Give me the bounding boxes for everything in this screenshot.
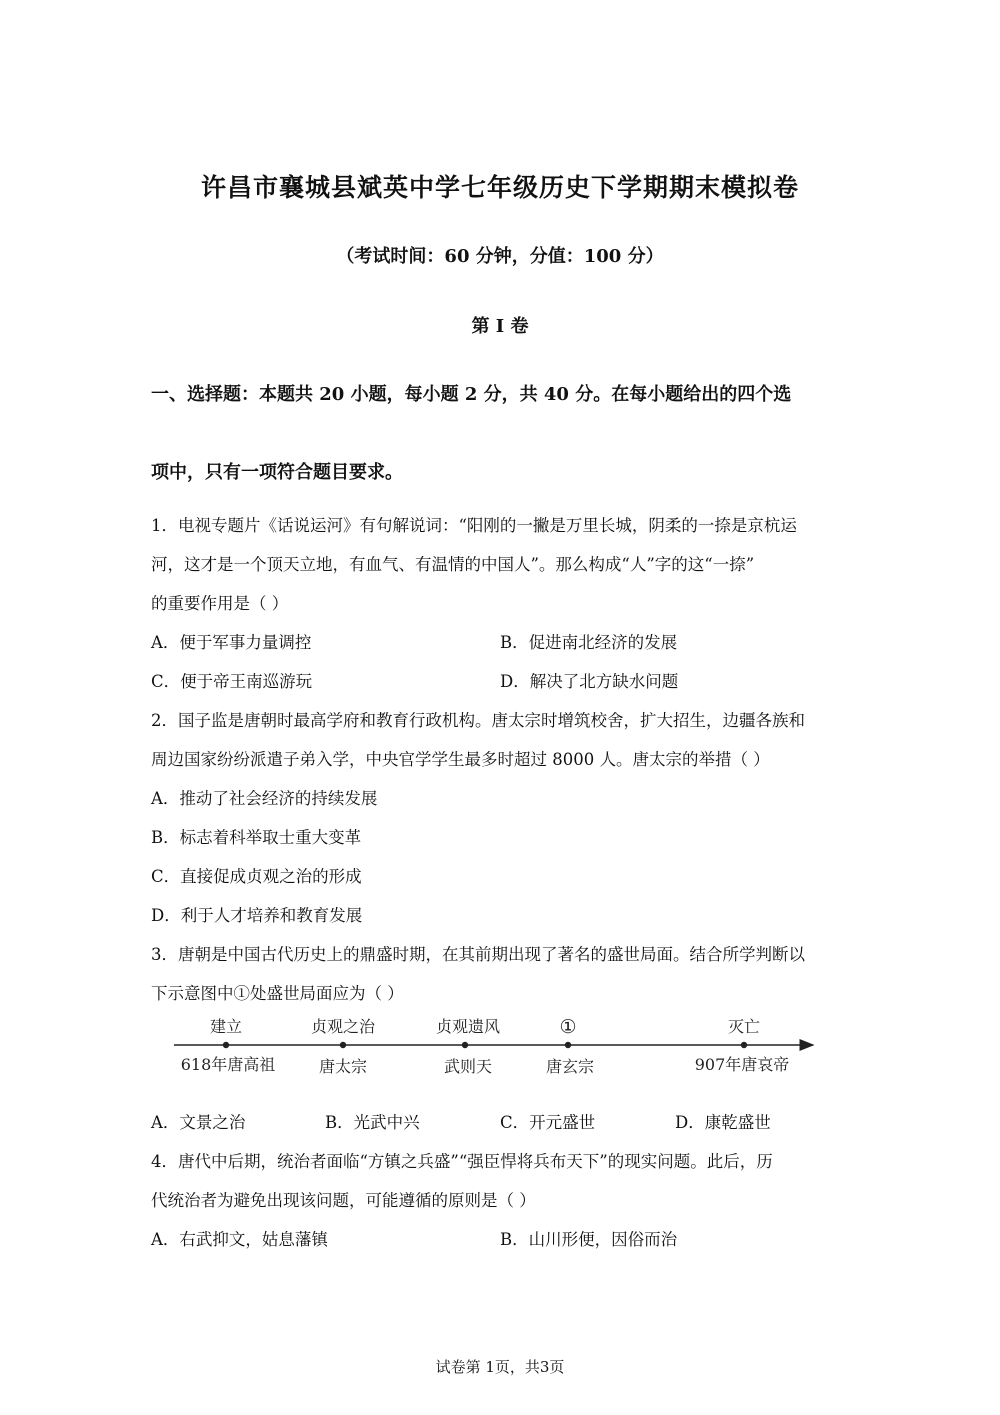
- page-title: 许昌市襄城县斌英中学七年级历史下学期期末模拟卷: [200, 173, 799, 202]
- q3-option-d[interactable]: D．康乾盛世: [675, 1113, 771, 1132]
- q1-option-c[interactable]: C．便于帝王南巡游玩: [151, 672, 313, 691]
- q2-line: 周边国家纷纷派遣子弟入学，中央官学学生最多时超过 8000 人。唐太宗的举措（ ）: [151, 750, 770, 769]
- exam-info: （考试时间：60 分钟，分值：100 分）: [336, 246, 664, 267]
- timeline-bottom-label: 907年唐哀帝: [694, 1055, 790, 1074]
- q4-line: 代统治者为避免出现该问题，可能遵循的原则是（ ）: [151, 1191, 536, 1210]
- q2-line: 2．国子监是唐朝时最高学府和教育行政机构。唐太宗时增筑校舍，扩大招生，边疆各族和: [151, 711, 805, 730]
- tang-dynasty-timeline: [168, 1012, 828, 1082]
- q4-line: 4．唐代中后期，统治者面临“方镇之兵盛”“强臣悍将兵布天下”的现实问题。此后，历: [151, 1152, 773, 1171]
- q2-option-a[interactable]: A．推动了社会经济的持续发展: [151, 789, 378, 808]
- q3-line: 3．唐朝是中国古代历史上的鼎盛时期，在其前期出现了著名的盛世局面。结合所学判断以: [151, 945, 805, 964]
- q2-option-c[interactable]: C．直接促成贞观之治的形成: [151, 867, 362, 886]
- section-heading-line1: 一、选择题：本题共 20 小题，每小题 2 分，共 40 分。在每小题给出的四个选: [151, 384, 792, 405]
- q1-line: 的重要作用是（ ）: [151, 594, 289, 613]
- timeline-point: [340, 1042, 346, 1048]
- timeline-bottom-label: 唐太宗: [318, 1057, 368, 1076]
- volume-label: 第 I 卷: [471, 316, 529, 337]
- q1-line: 1．电视专题片《话说运河》有句解说词：“阳刚的一撇是万里长城，阴柔的一捺是京杭运: [151, 516, 797, 535]
- timeline-top-label: 建立: [209, 1017, 243, 1036]
- q4-option-b[interactable]: B．山川形便，因俗而治: [500, 1230, 678, 1249]
- q3-line: 下示意图中①处盛世局面应为（ ）: [151, 984, 404, 1003]
- timeline-bottom-label: 武则天: [443, 1057, 493, 1076]
- q4-option-a[interactable]: A．右武抑文，姑息藩镇: [151, 1230, 328, 1249]
- timeline-top-label: 灭亡: [727, 1017, 761, 1036]
- q1-option-a[interactable]: A．便于军事力量调控: [151, 633, 312, 652]
- timeline-top-label: 贞观之治: [310, 1017, 376, 1036]
- timeline-point: [223, 1042, 229, 1048]
- q3-option-b[interactable]: B．光武中兴: [325, 1113, 420, 1132]
- q2-option-b[interactable]: B．标志着科举取士重大变革: [151, 828, 362, 847]
- page-footer: 试卷第 1页，共3页: [435, 1358, 565, 1376]
- q2-option-d[interactable]: D．利于人才培养和教育发展: [151, 906, 363, 925]
- q1-line: 河，这才是一个顶天立地，有血气、有温情的中国人”。那么构成“人”字的这“一捺”: [151, 555, 755, 574]
- q1-option-b[interactable]: B．促进南北经济的发展: [500, 633, 678, 652]
- timeline-point: [565, 1042, 571, 1048]
- timeline-bottom-label: 唐玄宗: [545, 1057, 595, 1076]
- timeline-top-label: ①: [559, 1016, 577, 1038]
- section-heading-line2: 项中，只有一项符合题目要求。: [151, 462, 403, 483]
- q3-option-a[interactable]: A．文景之治: [151, 1113, 246, 1132]
- timeline-point: [741, 1042, 747, 1048]
- timeline-top-label: 贞观遗风: [435, 1017, 501, 1036]
- q1-option-d[interactable]: D．解决了北方缺水问题: [500, 672, 679, 691]
- timeline-point: [462, 1042, 468, 1048]
- timeline-bottom-label: 618年唐高祖: [180, 1055, 276, 1074]
- q3-option-c[interactable]: C．开元盛世: [500, 1113, 596, 1132]
